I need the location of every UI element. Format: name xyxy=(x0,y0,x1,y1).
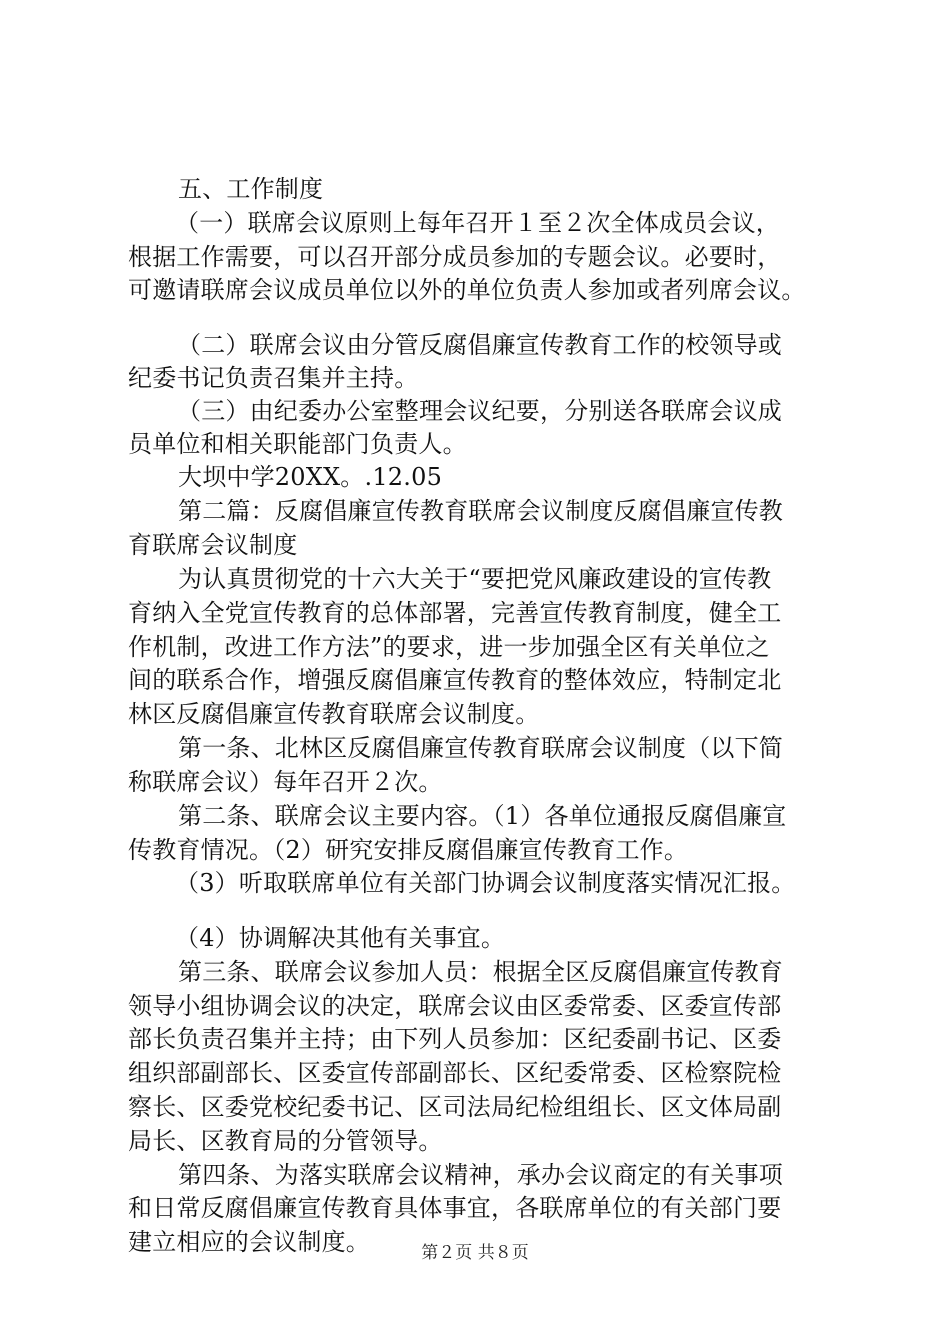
text-line: 第二篇：反腐倡廉宣传教育联席会议制度反腐倡廉宣传教 xyxy=(178,497,783,525)
text-line: 育联席会议制度 xyxy=(128,531,298,559)
text-line: 第三条、联席会议参加人员：根据全区反腐倡廉宣传教育 xyxy=(178,958,783,986)
text-line: 林区反腐倡廉宣传教育联席会议制度。 xyxy=(128,700,540,728)
text-line: （4）协调解决其他有关事宜。 xyxy=(175,924,506,952)
text-line: 组织部副部长、区委宣传部副部长、区纪委常委、区检察院检 xyxy=(128,1059,782,1087)
text-line: 第四条、为落实联席会议精神，承办会议商定的有关事项 xyxy=(178,1161,783,1189)
text-line: 员单位和相关职能部门负责人。 xyxy=(128,430,467,458)
text-line: （三）由纪委办公室整理会议纪要，分别送各联席会议成 xyxy=(177,397,782,425)
text-line: （二）联席会议由分管反腐倡廉宣传教育工作的校领导或 xyxy=(177,331,782,359)
text-line: 部长负责召集并主持；由下列人员参加：区纪委副书记、区委 xyxy=(128,1025,782,1053)
text-line: 大坝中学20XX。.12.05 xyxy=(178,463,443,491)
text-line: 根据工作需要，可以召开部分成员参加的专题会议。必要时， xyxy=(128,243,782,271)
text-line: 领导小组协调会议的决定，联席会议由区委常委、区委宣传部 xyxy=(128,992,782,1020)
text-line: 第一条、北林区反腐倡廉宣传教育联席会议制度（以下简 xyxy=(178,734,783,762)
text-line: 局长、区教育局的分管领导。 xyxy=(128,1127,443,1155)
text-line: 纪委书记负责召集并主持。 xyxy=(128,364,419,392)
text-line: 五、工作制度 xyxy=(178,175,324,203)
text-line: 察长、区委党校纪委书记、区司法局纪检组组长、区文体局副 xyxy=(128,1093,782,1121)
text-line: 第二条、联席会议主要内容。（1）各单位通报反腐倡廉宣 xyxy=(178,802,787,830)
text-line: 间的联系合作，增强反腐倡廉宣传教育的整体效应，特制定北 xyxy=(128,666,782,694)
text-line: 作机制，改进工作方法”的要求，进一步加强全区有关单位之 xyxy=(128,633,770,661)
page-number-footer: 第２页 共８页 xyxy=(421,1243,529,1263)
text-line: 和日常反腐倡廉宣传教育具体事宜，各联席单位的有关部门要 xyxy=(128,1194,782,1222)
text-line: 育纳入全党宣传教育的总体部署，完善宣传教育制度，健全工 xyxy=(128,599,782,627)
text-line: （一）联席会议原则上每年召开１至２次全体成员会议， xyxy=(175,209,780,237)
text-line: 为认真贯彻党的十六大关于“要把党风廉政建设的宣传教 xyxy=(178,565,772,593)
text-line: 传教育情况。（2）研究安排反腐倡廉宣传教育工作。 xyxy=(128,836,689,864)
text-line: 称联席会议）每年召开２次。 xyxy=(128,768,443,796)
text-line: 建立相应的会议制度。 xyxy=(128,1228,370,1256)
text-line: 可邀请联席会议成员单位以外的单位负责人参加或者列席会议。 xyxy=(128,276,806,304)
text-line: （3）听取联席单位有关部门协调会议制度落实情况汇报。 xyxy=(175,869,796,897)
